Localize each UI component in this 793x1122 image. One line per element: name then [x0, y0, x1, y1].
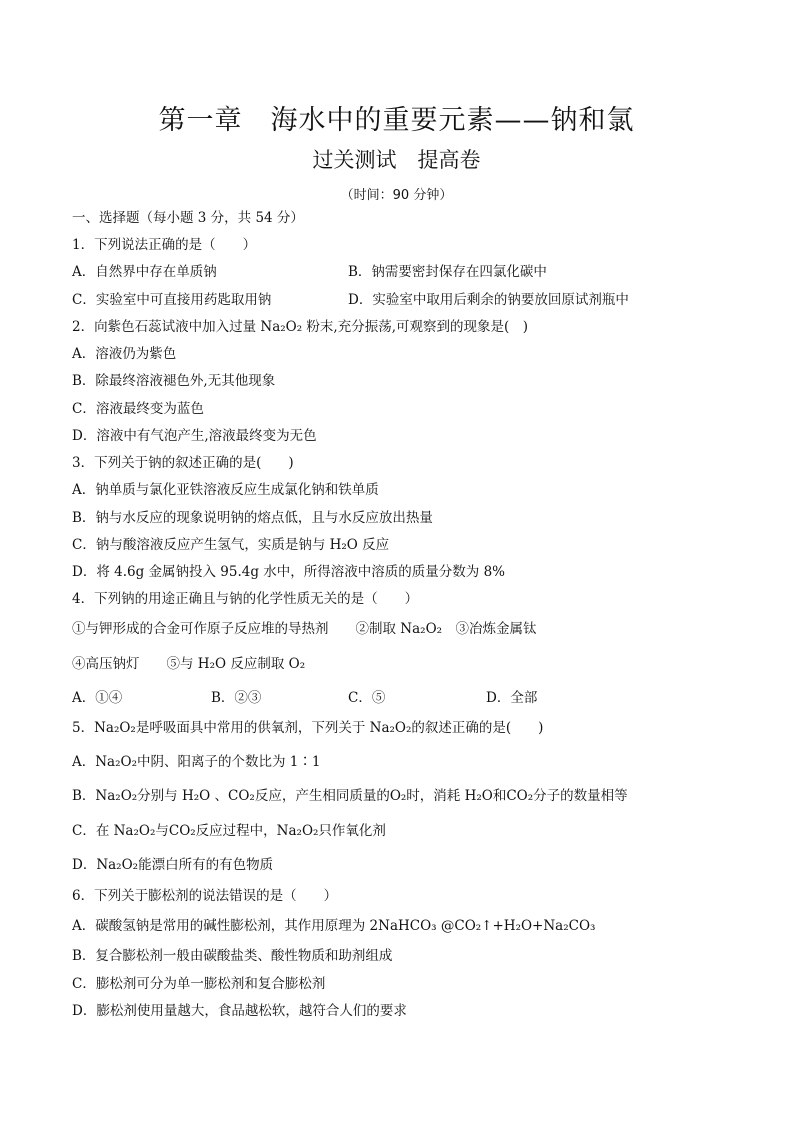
q4-items-line1: ①与钾形成的合金可作原子反应堆的导热剂 ②制取 Na₂O₂ ③冶炼金属钛 [72, 621, 537, 637]
q1-stem: 1．下列说法正确的是（ ） [72, 237, 257, 253]
q5-option-a: A．Na₂O₂中阴、阳离子的个数比为 1∶1 [72, 754, 321, 770]
chapter-title: 第一章 海水中的重要元素——钠和氯 [158, 105, 635, 136]
q1-option-c: C．实验室中可直接用药匙取用钠 [72, 292, 272, 308]
q4-option-b: B．②③ [211, 690, 262, 706]
q2-option-a: A．溶液仍为紫色 [72, 346, 177, 362]
q1-option-d: D．实验室中取用后剩余的钠要放回原试剂瓶中 [348, 292, 629, 308]
time-note: （时间：90 分钟） [340, 188, 453, 203]
q4-option-a: A．①④ [72, 690, 123, 706]
q3-option-c: C．钠与酸溶液反应产生氢气，实质是钠与 H₂O 反应 [72, 537, 390, 553]
q4-option-d: D．全部 [486, 690, 538, 706]
q2-option-d: D．溶液中有气泡产生,溶液最终变为无色 [72, 428, 317, 444]
q2-option-b: B．除最终溶液褪色外,无其他现象 [72, 373, 276, 389]
q6-option-b: B．复合膨松剂一般由碳酸盐类、酸性物质和助剂组成 [72, 948, 393, 964]
q3-stem: 3．下列关于钠的叙述正确的是( ) [72, 455, 294, 471]
q2-stem: 2．向紫色石蕊试液中加入过量 Na₂O₂ 粉末,充分振荡,可观察到的现象是( ) [72, 319, 529, 335]
q4-stem: 4．下列钠的用途正确且与钠的化学性质无关的是（ ） [72, 591, 419, 607]
paper-subtitle: 过关测试 提高卷 [312, 148, 481, 172]
q5-option-b: B．Na₂O₂分别与 H₂O 、CO₂反应，产生相同质量的O₂时，消耗 H₂O和CO₂分子的数量相等 [72, 788, 628, 804]
q1-option-b: B．钠需要密封保存在四氯化碳中 [348, 264, 547, 280]
q6-stem: 6．下列关于膨松剂的说法错误的是（ ） [72, 888, 338, 904]
q6-option-c: C．膨松剂可分为单一膨松剂和复合膨松剂 [72, 976, 326, 992]
q4-items-line2: ④高压钠灯 ⑤与 H₂O 反应制取 O₂ [72, 656, 306, 672]
q6-option-d: D．膨松剂使用量越大，食品越松软，越符合人们的要求 [72, 1003, 407, 1019]
q2-option-c: C．溶液最终变为蓝色 [72, 401, 204, 417]
q6-option-a: A．碳酸氢钠是常用的碱性膨松剂，其作用原理为 2NaHCO₃ @CO₂↑+H₂O+Na₂CO₃ [72, 918, 596, 934]
q1-option-a: A．自然界中存在单质钠 [72, 264, 217, 280]
q3-option-a: A．钠单质与氯化亚铁溶液反应生成氯化钠和铁单质 [72, 482, 379, 498]
q4-option-c: C．⑤ [348, 690, 386, 706]
q5-option-c: C．在 Na₂O₂与CO₂反应过程中，Na₂O₂只作氧化剂 [72, 823, 386, 839]
q3-option-d: D．将 4.6g 金属钠投入 95.4g 水中，所得溶液中溶质的质量分数为 8% [72, 564, 506, 580]
q3-option-b: B．钠与水反应的现象说明钠的熔点低，且与水反应放出热量 [72, 510, 433, 526]
q5-stem: 5．Na₂O₂是呼吸面具中常用的供氧剂，下列关于 Na₂O₂的叙述正确的是( ) [72, 720, 544, 736]
q5-option-d: D．Na₂O₂能漂白所有的有色物质 [72, 857, 274, 873]
section-heading: 一、选择题（每小题 3 分，共 54 分） [72, 210, 304, 226]
